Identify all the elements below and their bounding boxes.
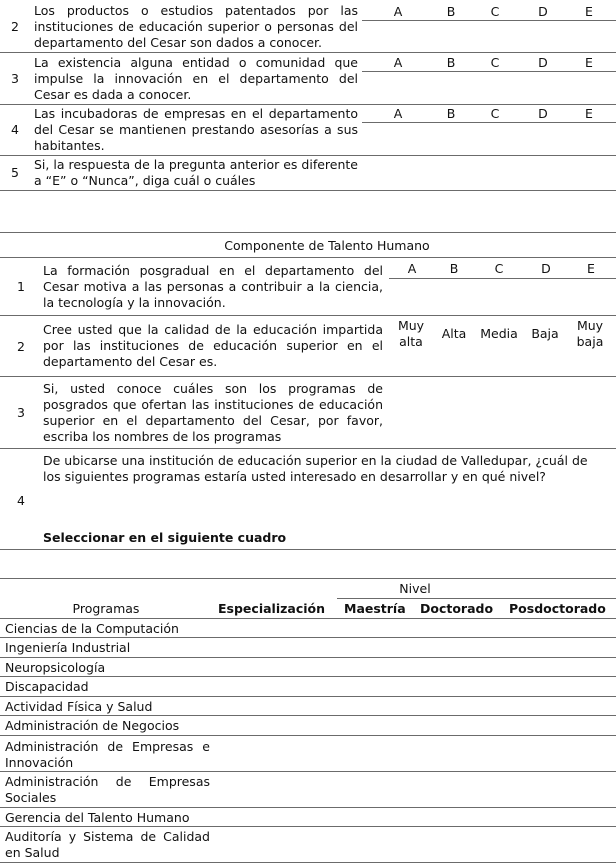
option-alta[interactable]: Alta (441, 326, 467, 341)
question-number: 1 (17, 279, 25, 294)
option-b[interactable]: B (446, 55, 456, 70)
table-row-program: Actividad Física y Salud (5, 699, 153, 714)
section-title: Componente de Talento Humano (224, 238, 430, 253)
level-header-especializacion: Especialización (218, 601, 325, 616)
option-a[interactable]: A (393, 4, 403, 19)
question-number: 2 (17, 339, 25, 354)
question-number: 4 (11, 122, 19, 137)
nivel-header: Nivel (399, 581, 431, 596)
table-row-program: Neuropsicología (5, 660, 106, 675)
question-text: Si, la respuesta de la pregunta anterior es diferente a “E” o “Nunca”, diga cuál o cuáles (34, 157, 358, 188)
programas-header: Programas (72, 601, 140, 616)
table-row-program: Administración de Empresas e Innovación (5, 739, 210, 770)
table-row-program: Gerencia del Talento Humano (5, 810, 190, 825)
option-a[interactable]: A (393, 106, 403, 121)
table-row-program: Ciencias de la Computación (5, 621, 179, 636)
level-header-posdoctorado: Posdoctorado (509, 601, 606, 616)
question-number: 2 (11, 19, 19, 34)
option-e[interactable]: E (585, 106, 593, 121)
question-text: La existencia alguna entidad o comunidad que impulse la innovación en el departamento del Cesar es dada a conocer. (34, 55, 358, 102)
question-text: Cree usted que la calidad de la educación impartida por las instituciones de educación superior en el departamento del Cesar es. (43, 322, 383, 369)
option-d[interactable]: D (541, 261, 551, 276)
question-number: 4 (17, 493, 25, 508)
option-b[interactable]: B (446, 4, 456, 19)
option-e[interactable]: E (587, 261, 595, 276)
option-c[interactable]: C (494, 261, 504, 276)
option-b[interactable]: B (449, 261, 459, 276)
option-muy-alta[interactable]: Muy alta (397, 318, 425, 349)
option-a[interactable]: A (407, 261, 417, 276)
option-e[interactable]: E (585, 55, 593, 70)
option-media[interactable]: Media (480, 326, 518, 341)
instruction-text: Seleccionar en el siguiente cuadro (43, 530, 287, 545)
question-number: 5 (11, 165, 19, 180)
table-row-program: Auditoría y Sistema de Calidad en Salud (5, 829, 210, 860)
option-d[interactable]: D (538, 55, 548, 70)
option-baja[interactable]: Baja (531, 326, 559, 341)
level-header-maestria: Maestría (344, 601, 406, 616)
option-muy-baja[interactable]: Muy baja (576, 318, 604, 349)
question-number: 3 (11, 71, 19, 86)
question-number: 3 (17, 405, 25, 420)
question-text: Los productos o estudios patentados por las instituciones de educación superior o personas del departamento del Cesar son dados a conocer. (34, 3, 358, 50)
option-b[interactable]: B (446, 106, 456, 121)
level-header-doctorado: Doctorado (420, 601, 494, 616)
question-text: De ubicarse una institución de educación superior en la ciudad de Valledupar, ¿cuál de los siguientes programas estaría usted interesado en desarrollar y en qué nivel? (43, 453, 588, 484)
option-c[interactable]: C (490, 106, 500, 121)
question-text: Las incubadoras de empresas en el departamento del Cesar se mantienen prestando asesorías a sus habitantes. (34, 106, 358, 153)
table-row-program: Administración de Empresas Sociales (5, 774, 210, 805)
question-text: Si, usted conoce cuáles son los programas de posgrados que ofertan las instituciones de educación superior en el departamento del Cesar, por favor, escriba los nombres de los programas (43, 381, 383, 444)
option-e[interactable]: E (585, 4, 593, 19)
option-d[interactable]: D (538, 4, 548, 19)
option-a[interactable]: A (393, 55, 403, 70)
option-d[interactable]: D (538, 106, 548, 121)
option-c[interactable]: C (490, 55, 500, 70)
table-row-program: Discapacidad (5, 679, 89, 694)
option-c[interactable]: C (490, 4, 500, 19)
question-text: La formación posgradual en el departamento del Cesar motiva a las personas a contribuir a la ciencia, la tecnología y la innovación. (43, 263, 383, 310)
table-row-program: Administración de Negocios (5, 718, 180, 733)
table-row-program: Ingeniería Industrial (5, 640, 131, 655)
